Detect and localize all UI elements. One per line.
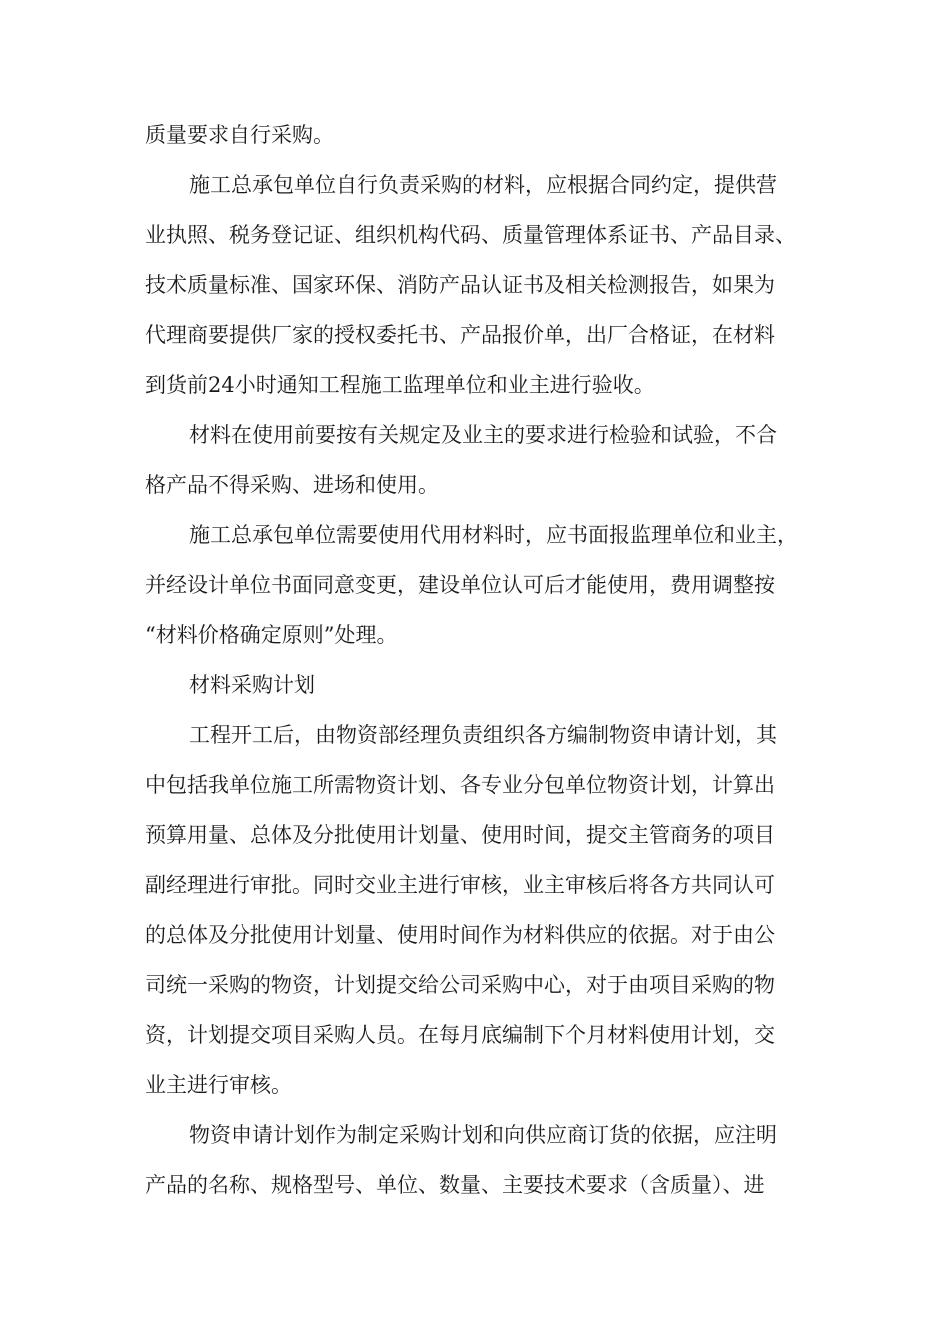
text-line: 代理商要提供厂家的授权委托书、产品报价单，出厂合格证，在材料 [145, 323, 775, 347]
text-line: 司统一采购的物资，计划提交给公司采购中心，对于由项目采购的物 [145, 973, 775, 997]
text-line: 资，计划提交项目采购人员。在每月底编制下个月材料使用计划，交 [145, 1023, 775, 1047]
paragraph-first-line: 工程开工后，由物资部经理负责组织各方编制物资申请计划，其 [189, 723, 777, 747]
text-line: 格产品不得采购、进场和使用。 [145, 473, 439, 497]
text-line: 技术质量标准、国家环保、消防产品认证书及相关检测报告，如果为 [145, 273, 775, 297]
text-line: “材料价格确定原则”处理。 [145, 623, 398, 647]
text-line: 到货前24小时通知工程施工监理单位和业主进行验收。 [145, 373, 655, 397]
text-line: 质量要求自行采购。 [145, 123, 334, 147]
text-line: 业执照、税务登记证、组织机构代码、质量管理体系证书、产品目录、 [145, 223, 796, 247]
text-line: 业主进行审核。 [145, 1073, 292, 1097]
body-text [145, 110, 810, 1210]
paragraph-first-line: 施工总承包单位自行负责采购的材料，应根据合同约定，提供营 [189, 173, 777, 197]
paragraph-first-line: 施工总承包单位需要使用代用材料时，应书面报监理单位和业主， [189, 523, 798, 547]
text-line: 的总体及分批使用计划量、使用时间作为材料供应的依据。对于由公 [145, 923, 775, 947]
paragraph-first-line: 物资申请计划作为制定采购计划和向供应商订货的依据，应注明 [189, 1123, 777, 1147]
text-line: 中包括我单位施工所需物资计划、各专业分包单位物资计划，计算出 [145, 773, 775, 797]
paragraph-first-line: 材料在使用前要按有关规定及业主的要求进行检验和试验，不合 [189, 423, 777, 447]
section-heading: 材料采购计划 [189, 673, 315, 697]
text-line: 预算用量、总体及分批使用计划量、使用时间，提交主管商务的项目 [145, 823, 775, 847]
text-line: 副经理进行审批。同时交业主进行审核，业主审核后将各方共同认可 [145, 873, 775, 897]
text-line: 产品的名称、规格型号、单位、数量、主要技术要求（含质量）、进 [145, 1173, 765, 1197]
text-line: 并经设计单位书面同意变更，建设单位认可后才能使用，费用调整按 [145, 573, 775, 597]
